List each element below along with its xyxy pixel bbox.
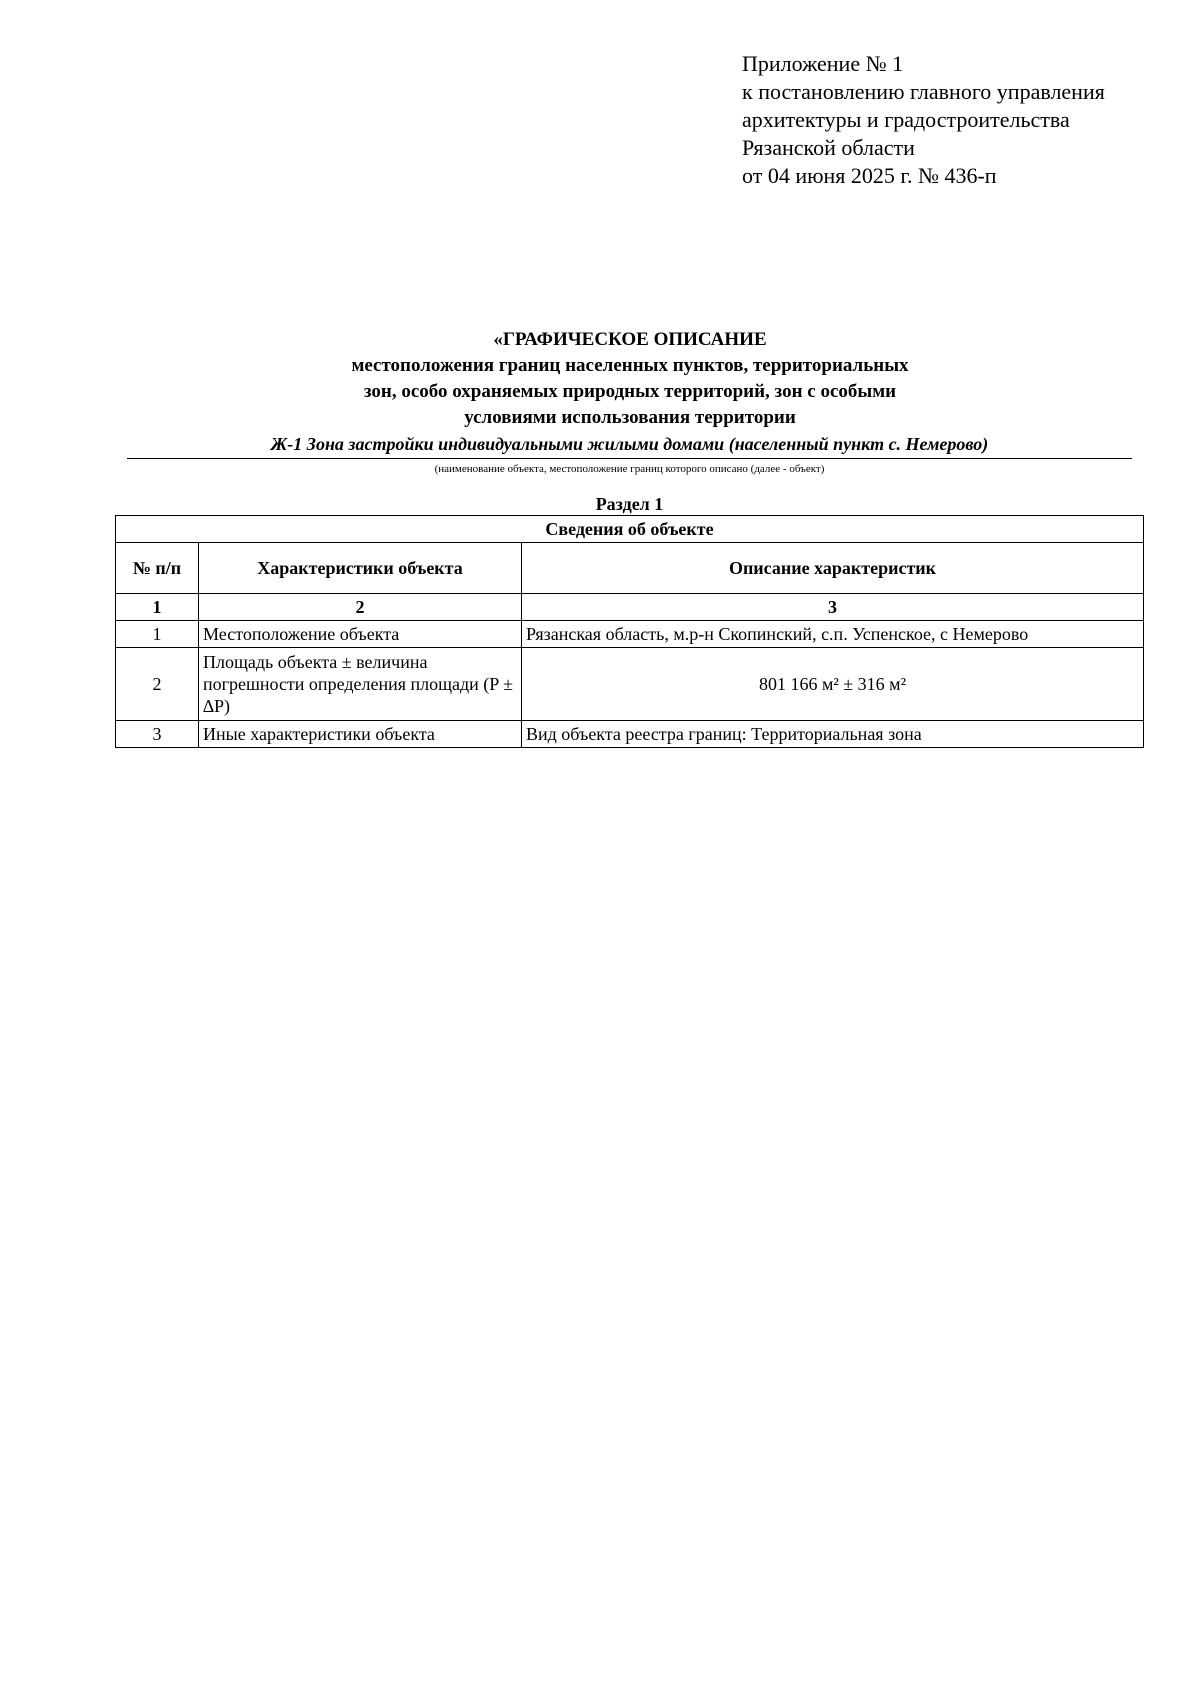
section-title: Раздел 1	[595, 494, 664, 514]
column-number: 2	[199, 594, 522, 621]
table-title-row	[116, 516, 1144, 543]
row-characteristic: Площадь объекта ± величина погрешности определения площади (P ± ∆P)	[199, 648, 522, 721]
appendix-line: Рязанской области	[742, 135, 915, 160]
title-line: условиями использования территории	[464, 407, 796, 428]
row-characteristic: Иные характеристики объекта	[199, 721, 522, 748]
table-row	[116, 648, 1144, 721]
header-number	[116, 543, 199, 594]
table-row	[116, 721, 1144, 748]
header-characteristic: Характеристики объекта	[199, 543, 522, 594]
object-name: Ж-1 Зона застройки индивидуальными жилыми домами (населенный пункт с. Немерово)	[270, 434, 989, 454]
row-number: 1	[116, 621, 199, 648]
row-number: 2	[116, 648, 199, 721]
header-number-label: № п/п	[132, 558, 182, 578]
row-characteristic: Местоположение объекта	[199, 621, 522, 648]
row-description: Рязанская область, м.р-н Скопинский, с.п. Успенское, с Немерово	[522, 621, 1144, 648]
title-line: «ГРАФИЧЕСКОЕ ОПИСАНИЕ	[493, 329, 767, 350]
table-row	[116, 621, 1144, 648]
appendix-line: Приложение № 1	[742, 51, 904, 76]
row-number: 3	[116, 721, 199, 748]
column-number-row	[116, 594, 1144, 621]
column-number: 1	[116, 594, 199, 621]
appendix-line: архитектуры и градостроительства	[742, 107, 1070, 132]
table-title: Сведения об объекте	[116, 516, 1144, 543]
row-description: Вид объекта реестра границ: Территориальная зона	[522, 721, 1144, 748]
table-header-row	[116, 543, 1144, 594]
title-line: местоположения границ населенных пунктов, территориальных	[351, 355, 909, 376]
appendix-date-line: от 04 июня 2025 г. № 436-п	[742, 163, 997, 188]
header-description: Описание характеристик	[522, 543, 1144, 594]
title-line: зон, особо охраняемых природных территорий, зон с особыми	[363, 381, 897, 402]
column-number: 3	[522, 594, 1144, 621]
row-description: 801 166 м² ± 316 м²	[522, 648, 1144, 721]
object-info-table	[115, 515, 1144, 748]
document-title	[0, 327, 1200, 431]
appendix-header	[742, 50, 1105, 190]
object-name-underline	[127, 458, 1132, 459]
appendix-line: к постановлению главного управления	[742, 79, 1105, 104]
object-name-caption: (наименование объекта, местоположение границ которого описано (далее - объект)	[434, 463, 825, 475]
